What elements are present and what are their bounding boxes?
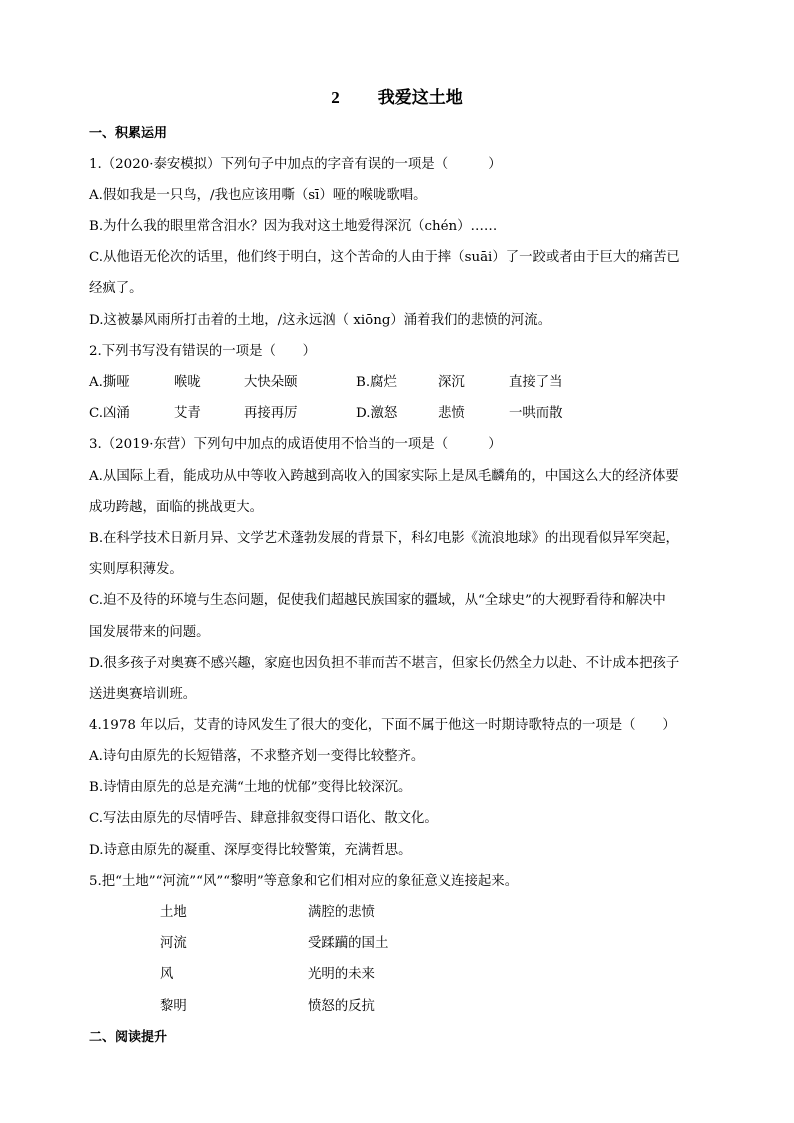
question-3-option-b-cont: 实则厚积薄发。 — [89, 562, 183, 577]
imagery-item: 土地 — [160, 905, 187, 920]
question-4-option-a: A.诗句由原先的长短错落，不求整齐划一变得比较整齐。 — [89, 749, 425, 764]
question-3-option-a-cont: 成功跨越，面临的挑战更大。 — [89, 500, 264, 515]
question-2-cell: A.撕哑 — [89, 375, 130, 390]
meaning-item: 满腔的悲愤 — [308, 905, 375, 920]
lesson-title: 我爱这土地 — [377, 88, 463, 108]
question-3-option-d-cont: 送进奥赛培训班。 — [89, 687, 197, 702]
question-4-stem: 4.1978 年以后，艾青的诗风发生了很大的变化，下面不属于他这一时期诗歌特点的一项是（ ） — [89, 718, 676, 733]
question-2-cell: 一哄而散 — [509, 406, 563, 421]
section-heading-reading: 二、阅读提升 — [89, 1030, 168, 1045]
question-2-cell: D.激怒 — [356, 406, 398, 421]
question-4-option-c: C.写法由原先的尽情呼告、肆意排叙变得口语化、散文化。 — [89, 811, 438, 826]
meaning-item: 光明的未来 — [308, 967, 375, 982]
question-2-cell: 直接了当 — [509, 375, 563, 390]
imagery-item: 河流 — [160, 936, 187, 951]
question-5-stem: 5.把“土地”“河流”“风”“黎明”等意象和它们相对应的象征意义连接起来。 — [89, 874, 519, 889]
question-1-option-c: C.从他语无伦次的话里，他们终于明白，这个苦命的人由于摔（suāi）了一跤或者由于巨大的痛苦已 — [89, 250, 680, 265]
question-3-option-c-cont: 国发展带来的问题。 — [89, 625, 210, 640]
question-1-option-c-cont: 经疯了。 — [89, 281, 143, 296]
question-1-option-b: B.为什么我的眼里常含泪水？因为我对这土地爱得深沉（chén）…… — [89, 219, 498, 234]
imagery-item: 黎明 — [160, 999, 187, 1014]
question-2-cell: 深沉 — [438, 375, 465, 390]
section-heading-accumulation: 一、积累运用 — [89, 126, 168, 141]
imagery-item: 风 — [160, 967, 174, 982]
question-4-option-b: B.诗情由原先的总是充满“土地的忧郁”变得比较深沉。 — [89, 780, 412, 795]
question-3-stem: 3.（2019·东营）下列句中加点的成语使用不恰当的一项是（ ） — [89, 437, 502, 452]
question-3-option-a: A.从国际上看，能成功从中等收入跨越到高收入的国家实际上是凤毛麟角的，中国这么大的经济体要 — [89, 469, 679, 484]
lesson-number: 2 — [331, 88, 340, 107]
question-2-cell: C.凶涌 — [89, 406, 130, 421]
question-2-cell: 再接再厉 — [244, 406, 298, 421]
question-3-option-c: C.迫不及待的环境与生态问题，促使我们超越民族国家的疆域，从“全球史”的大视野看待和解决中 — [89, 593, 666, 608]
question-3-option-b: B.在科学技术日新月异、文学艺术蓬勃发展的背景下，科幻电影《流浪地球》的出现看似异军突起， — [89, 531, 679, 546]
question-1-option-d: D.这被暴风雨所打击着的土地，/这永远汹（ xiōng）涌着我们的悲愤的河流。 — [89, 313, 552, 328]
question-2-cell: 艾青 — [174, 406, 201, 421]
question-3-option-d: D.很多孩子对奥赛不感兴趣，家庭也因负担不菲而苦不堪言，但家长仍然全力以赴、不计成本把孩子 — [89, 656, 680, 671]
question-2-cell: 喉咙 — [174, 375, 201, 390]
question-1-option-a: A.假如我是一只鸟，/我也应该用嘶（sī）哑的喉咙歌唱。 — [89, 188, 427, 203]
page-title — [0, 87, 794, 109]
question-2-cell: 大快朵颐 — [244, 375, 298, 390]
question-2-cell: B.腐烂 — [356, 375, 397, 390]
meaning-item: 愤怒的反抗 — [308, 999, 375, 1014]
question-2-cell: 悲愤 — [438, 406, 465, 421]
question-1-stem: 1.（2020·泰安模拟）下列句子中加点的字音有误的一项是（ ） — [89, 157, 502, 172]
question-4-option-d: D.诗意由原先的凝重、深厚变得比较警策，充满哲思。 — [89, 843, 412, 858]
meaning-item: 受蹂躏的国土 — [308, 936, 389, 951]
question-2-stem: 2.下列书写没有错误的一项是（ ） — [89, 344, 317, 359]
